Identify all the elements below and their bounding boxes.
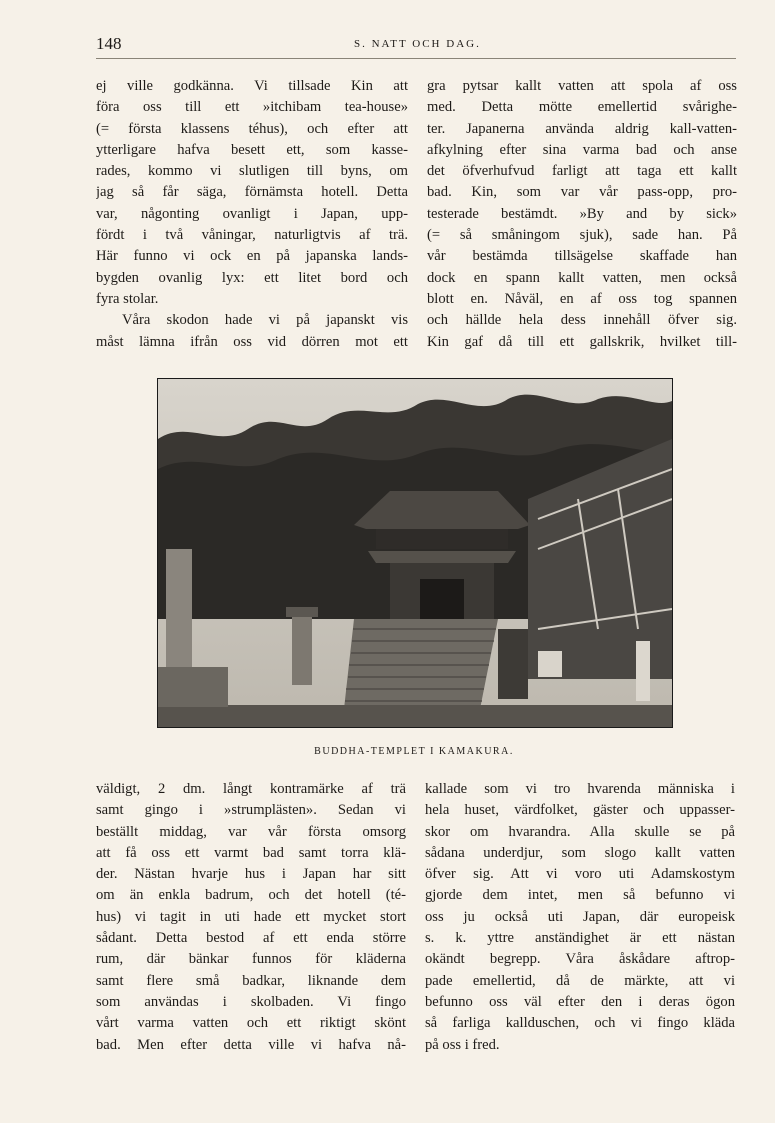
text-line: beställt middag, var vår första omsorg: [96, 823, 406, 840]
text-line: sådana underdjur, som slogo kallt vatten: [425, 844, 735, 861]
text-line: kallade som vi tro hvarenda människa i: [425, 781, 735, 797]
text-line: hela huset, värdfolket, gäster och uppasser-: [425, 802, 735, 819]
text-line: dock en spann kallt vatten, men också: [427, 269, 737, 286]
text-line: med. Detta mötte emellertid svårighe-: [427, 99, 737, 116]
text-line: oss ju också uti Japan, där europeisk: [425, 908, 735, 925]
text-line: Våra skodon hade vi på japanskt vis: [122, 312, 408, 329]
text-line: bad. Men efter detta ville vi hafva nå-: [96, 1036, 406, 1053]
temple-photograph-illustration: [158, 379, 672, 727]
header-rule: [96, 58, 736, 59]
text-line: s. k. yttre anständighet är ett nästan: [425, 930, 735, 947]
text-column-top-right: [427, 76, 737, 353]
text-column-bottom-right: [425, 779, 735, 1056]
text-column-top-left: [96, 76, 408, 353]
text-line: (= första klassens téhus), och efter att: [96, 120, 408, 137]
running-title: S. NATT OCH DAG.: [354, 38, 481, 50]
text-line: var, någonting ovanligt i Japan, upp-: [96, 205, 408, 222]
text-line: att få oss ett varmt bad samt torra klä-: [96, 844, 406, 861]
text-line: om än enkla badrum, och det hotell (té-: [96, 887, 406, 904]
figure-caption: BUDDHA-TEMPLET I KAMAKURA.: [314, 746, 514, 757]
text-line: på oss i fred.: [425, 1036, 500, 1053]
paragraph: [425, 779, 735, 1056]
paragraph: [96, 76, 408, 310]
text-line: bad. Kin, som var vår pass-opp, pro-: [427, 184, 737, 201]
temple-photograph: [157, 378, 673, 728]
page-number: 148: [96, 34, 122, 53]
text-line: det öfverhufvud farligt att taga ett kallt: [427, 163, 737, 180]
paragraph: [427, 76, 737, 353]
text-line: skor om hvarandra. Alla skulle se på: [425, 823, 735, 840]
text-line: föra oss till ett »itchibam tea-house»: [96, 99, 408, 116]
text-line: som användas i skolbaden. Vi fingo: [96, 993, 406, 1010]
text-line: (= så småningom sjuk), sade han. På: [427, 227, 737, 244]
text-line: fördt i två våningar, naturligtvis af trä.: [96, 227, 408, 244]
text-line: bygden ovanlig lyx: ett litet bord och: [96, 269, 408, 286]
text-line: ter. Japanerna använda aldrig kall-vatten-: [427, 120, 737, 137]
text-line: hus) vi tagit in uti hade ett mycket stort: [96, 908, 406, 925]
text-line: Kin gaf då till ett gallskrik, hvilket till-: [427, 333, 737, 350]
text-line: öfver sig. Att vi voro uti Adamskostym: [425, 866, 735, 883]
text-line: afkylning efter sina varma bad och anse: [427, 141, 737, 158]
text-line: så farliga kallduschen, och vi fingo kläda: [425, 1015, 735, 1032]
text-line: samt flere små badkar, liknande dem: [96, 972, 406, 989]
text-line: befunno oss väl efter den i deras ögon: [425, 993, 735, 1010]
text-line: blott en. Nåväl, en af oss tog spannen: [427, 290, 737, 307]
text-line: sådant. Detta bestod af ett enda större: [96, 930, 406, 947]
text-line: vår bestämda tillsägelse skaffade han: [427, 248, 737, 265]
text-line: der. Nästan hvarje hus i Japan har sitt: [96, 866, 406, 883]
text-line: samt gingo i »strumplästen». Sedan vi: [96, 802, 406, 819]
text-line: och hällde hela dess innehåll öfver sig.: [427, 312, 737, 329]
text-line: rum, där bänkar funnos för kläderna: [96, 951, 406, 968]
text-line: testerade bestämdt. »By and by sick»: [427, 205, 737, 222]
text-line: vårt varma vatten och ett riktigt skönt: [96, 1015, 406, 1032]
text-line: Här funno vi ock en på japanska lands-: [96, 248, 408, 265]
text-line: ej ville godkänna. Vi tillsade Kin att: [96, 78, 408, 94]
paragraph: [96, 779, 406, 1056]
paragraph: [96, 310, 408, 353]
text-line: gra pytsar kallt vatten att spola af oss: [427, 78, 737, 94]
text-line: jag så får säga, förnämsta hotell. Detta: [96, 184, 408, 201]
text-line: rades, kommo vi slutligen till byns, om: [96, 163, 408, 180]
page-header: [96, 34, 736, 58]
text-line: väldigt, 2 dm. långt kontramärke af trä: [96, 781, 406, 797]
text-line: pade emellertid, då de märkte, att vi: [425, 972, 735, 989]
text-line: gjorde dem intet, men så befunno vi: [425, 887, 735, 904]
text-line: okändt begrepp. Våra åskådare aftrop-: [425, 951, 735, 968]
text-line: ytterligare hafva besett ett, som kasse-: [96, 141, 408, 158]
text-line: fyra stolar.: [96, 290, 159, 307]
text-column-bottom-left: [96, 779, 406, 1056]
text-line: måst lämna ifrån oss vid dörren mot ett: [96, 333, 408, 350]
